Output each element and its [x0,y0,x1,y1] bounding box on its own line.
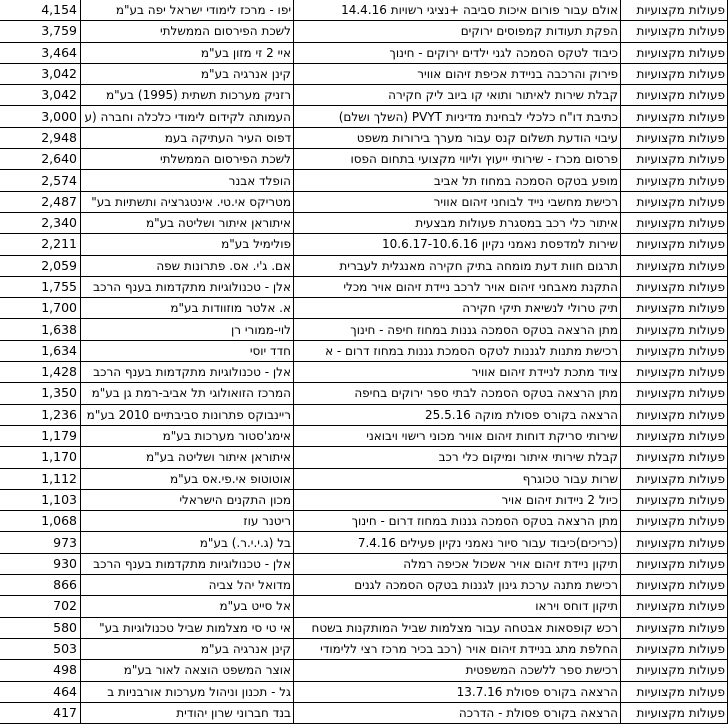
table-row [0,575,728,596]
amount-cell[interactable]: 3,000 [0,106,81,127]
table-row [0,149,728,170]
amount-cell[interactable]: 2,059 [0,255,81,276]
vendor-cell[interactable]: מטריקס אי.טי. אינטגרציה ותשתיות בע" [81,191,294,212]
amount-cell[interactable]: 2,211 [0,234,81,255]
vendor-cell[interactable]: דפוס העיר העתיקה בעמ [81,127,294,148]
description-cell[interactable]: עיבוי הודעת תשלום קנס עבור מערך בירורות משפט [294,127,621,148]
vendor-cell[interactable]: העמותה לקידום לימודי כלכלה וחברה (ע [81,106,294,127]
category-cell[interactable]: פעולות מקצועיות [621,298,728,319]
category-cell[interactable]: פעולות מקצועיות [621,319,728,340]
vendor-cell[interactable]: אלן - טכנולוגיות מתקדמות בענף הרכב [81,553,294,574]
description-cell[interactable]: מתן הרצאה בטקס הסמכה גננות במחוז חיפה - חינוך [294,319,621,340]
description-cell[interactable]: קבלת שירות לאיתור ותואי קו ביוב ליק חקירה [294,85,621,106]
amount-cell[interactable]: 1,068 [0,511,81,532]
table-row [0,404,728,425]
vendor-cell[interactable]: מכון התקנים הישראלי [81,489,294,510]
table-row [0,191,728,212]
vendor-cell[interactable]: רזניק מערכות תשתית (1995) בע"מ [81,85,294,106]
category-cell[interactable]: פעולות מקצועיות [621,170,728,191]
table-row [0,660,728,681]
table-row [0,617,728,638]
category-cell[interactable]: פעולות מקצועיות [621,362,728,383]
category-cell[interactable]: פעולות מקצועיות [621,149,728,170]
table-row [0,170,728,191]
table-row [0,596,728,617]
table-row [0,425,728,446]
category-cell[interactable]: פעולות מקצועיות [621,0,728,21]
category-cell[interactable]: פעולות מקצועיות [621,681,728,702]
amount-cell[interactable]: 930 [0,553,81,574]
vendor-cell[interactable]: אוצר המשפט הוצאה לאור בע"מ [81,660,294,681]
vendor-cell[interactable]: ריטנר עוז [81,511,294,532]
table-row [0,0,728,21]
description-cell[interactable]: שירותי סריקת דוחות זיהום אוויר מכוני רישוי ויבואני [294,425,621,446]
category-cell[interactable]: פעולות מקצועיות [621,425,728,446]
amount-cell[interactable]: 866 [0,575,81,596]
category-cell[interactable]: פעולות מקצועיות [621,42,728,63]
vendor-cell[interactable]: א. אלטר מוזוודות בע"מ [81,298,294,319]
table-row [0,702,728,723]
vendor-cell[interactable]: אלן - טכנולוגיות מתקדמות בענף הרכב [81,362,294,383]
description-cell[interactable]: מתן הרצאה בטקס הסמכה לבתי ספר ירוקים בחיפה [294,383,621,404]
category-cell[interactable]: פעולות מקצועיות [621,638,728,659]
category-cell[interactable]: פעולות מקצועיות [621,617,728,638]
vendor-cell[interactable]: קינן אנרגיה בע"מ [81,63,294,84]
vendor-cell[interactable]: קינן אנרגיה בע"מ [81,638,294,659]
amount-cell[interactable]: 702 [0,596,81,617]
table-row [0,212,728,233]
vendor-cell[interactable]: לוי-ממורי רן [81,319,294,340]
description-cell[interactable]: התקנת מאבחני זיהום אויר לרכב ניידת זיהום אויר מכלי [294,276,621,297]
amount-cell[interactable]: 3,464 [0,42,81,63]
table-row [0,127,728,148]
vendor-cell[interactable]: המרכז הזואולוגי תל אביב-רמת גן בע"מ [81,383,294,404]
vendor-cell[interactable]: הופלד אבנר [81,170,294,191]
category-cell[interactable]: פעולות מקצועיות [621,447,728,468]
amount-cell[interactable]: 1,170 [0,447,81,468]
category-cell[interactable]: פעולות מקצועיות [621,511,728,532]
vendor-cell[interactable]: איתוראן איתור ושליטה בע"מ [81,212,294,233]
table-row [0,383,728,404]
amount-cell[interactable]: 1,112 [0,468,81,489]
amount-cell[interactable]: 2,340 [0,212,81,233]
table-row [0,276,728,297]
description-cell[interactable]: תיק טרולי לנשיאת תיקי חקירה [294,298,621,319]
category-cell[interactable]: פעולות מקצועיות [621,660,728,681]
category-cell[interactable]: פעולות מקצועיות [621,532,728,553]
vendor-cell[interactable]: יפו - מרכז לימודי ישראל יפה בע"מ [81,0,294,21]
amount-cell[interactable]: 580 [0,617,81,638]
table-row [0,42,728,63]
category-cell[interactable]: פעולות מקצועיות [621,575,728,596]
description-cell[interactable]: פרסום מכרז - שירותי ייעוץ וליווי מקצועי בתחום הפסו [294,149,621,170]
table-row [0,106,728,127]
category-cell[interactable]: פעולות מקצועיות [621,468,728,489]
category-cell[interactable]: פעולות מקצועיות [621,85,728,106]
table-row [0,298,728,319]
table-row [0,489,728,510]
description-cell[interactable]: כיול 2 ניידות זיהום אויר [294,489,621,510]
vendor-cell[interactable]: לשכת הפירסום הממשלתי [81,21,294,42]
amount-cell[interactable]: 498 [0,660,81,681]
category-cell[interactable]: פעולות מקצועיות [621,212,728,233]
table-row [0,532,728,553]
vendor-cell[interactable]: מדואל יהל צביה [81,575,294,596]
amount-cell[interactable]: 1,700 [0,298,81,319]
amount-cell[interactable]: 3,042 [0,85,81,106]
description-cell[interactable]: קבלת שירותי איתור ומיקום כלי רכב [294,447,621,468]
description-cell[interactable]: מתן הרצאה בטקס הסמכה גננות במחוז דרום - חינוך [294,511,621,532]
category-cell[interactable]: פעולות מקצועיות [621,596,728,617]
vendor-cell[interactable]: אימג'סטור מערכות בע"מ [81,425,294,446]
vendor-cell[interactable]: פולימיל בע"מ [81,234,294,255]
description-cell[interactable]: שרות עבור טכוגרף [294,468,621,489]
description-cell[interactable]: כתיבת דו"ח כלכלי לבחינת מדיניות PVYT (השלך ושלם) [294,106,621,127]
table-row [0,319,728,340]
table-row [0,638,728,659]
description-cell[interactable]: הרצאה בקורס פסולת מוקה 25.5.16 [294,404,621,425]
amount-cell[interactable]: 4,154 [0,0,81,21]
category-cell[interactable]: פעולות מקצועיות [621,234,728,255]
amount-cell[interactable]: 1,350 [0,383,81,404]
vendor-cell[interactable]: חדד יוסי [81,340,294,361]
vendor-cell[interactable]: איתוראן איתור ושליטה בע"מ [81,447,294,468]
table-row [0,681,728,702]
description-cell[interactable]: החלפת מתג בניידת זיהום אויר (רכב בכיר מרכז רצי ללימודי [294,638,621,659]
table-row [0,234,728,255]
amount-cell[interactable]: 3,042 [0,63,81,84]
amount-cell[interactable]: 2,487 [0,191,81,212]
description-cell[interactable]: כיבוד לטקס הסמכה לגני ילדים ירוקים - חינוך [294,42,621,63]
table-row [0,63,728,84]
description-cell[interactable]: הפקת תעודות קמפוסים ירוקים [294,21,621,42]
amount-cell[interactable]: 1,236 [0,404,81,425]
vendor-cell[interactable]: איי 2 זי מזון בע"מ [81,42,294,63]
vendor-cell[interactable]: אי טי סי מצלמות שביל טכנולוגיות בע" [81,617,294,638]
category-cell[interactable]: פעולות מקצועיות [621,127,728,148]
description-cell[interactable]: פירוק והרכבה בניידת אכיפת זיהום אוויר [294,63,621,84]
amount-cell[interactable]: 417 [0,702,81,723]
description-cell[interactable]: הרצאה בקורס פסולת - הדרכה [294,702,621,723]
description-cell[interactable]: איתור כלי רכב במסגרת פעולות מבצעית [294,212,621,233]
category-cell[interactable]: פעולות מקצועיות [621,553,728,574]
amount-cell[interactable]: 2,574 [0,170,81,191]
category-cell[interactable]: פעולות מקצועיות [621,276,728,297]
amount-cell[interactable]: 464 [0,681,81,702]
amount-cell[interactable]: 503 [0,638,81,659]
table-row [0,85,728,106]
category-cell[interactable]: פעולות מקצועיות [621,63,728,84]
amount-cell[interactable]: 1,179 [0,425,81,446]
table-row [0,340,728,361]
table-row [0,511,728,532]
category-cell[interactable]: פעולות מקצועיות [621,340,728,361]
table-row [0,447,728,468]
category-cell[interactable]: פעולות מקצועיות [621,702,728,723]
category-cell[interactable]: פעולות מקצועיות [621,489,728,510]
table-row [0,553,728,574]
description-cell[interactable]: רכישת מתנה ערכת גינון לגננות בטקס הסמכה לגנים [294,575,621,596]
amount-cell[interactable]: 973 [0,532,81,553]
vendor-cell[interactable]: לשכת הפירסום הממשלתי [81,149,294,170]
description-cell[interactable]: רכישת מתנות לגננות לטקס הסמכת גננות במחוז דרום - א [294,340,621,361]
amount-cell[interactable]: 1,755 [0,276,81,297]
table-row [0,21,728,42]
category-cell[interactable]: פעולות מקצועיות [621,21,728,42]
vendor-cell[interactable]: אלן - טכנולוגיות מתקדמות בענף הרכב [81,276,294,297]
amount-cell[interactable]: 2,948 [0,127,81,148]
description-cell[interactable]: ציוד מתכת לניידת זיהום אוויר [294,362,621,383]
description-cell[interactable]: תיקון דוחס ויראו [294,596,621,617]
category-cell[interactable]: פעולות מקצועיות [621,106,728,127]
vendor-cell[interactable]: גל - תכנון וניהול מערכות אורבניות ב [81,681,294,702]
description-cell[interactable]: רכישת ספר ללשכה המשפטית [294,660,621,681]
vendor-cell[interactable]: ריינבוקס פתרונות סביבתיים 2010 בע"מ [81,404,294,425]
category-cell[interactable]: פעולות מקצועיות [621,191,728,212]
description-cell[interactable]: תרגום חוות דעת מומחה בתיק חקירה מאנגלית לעברית [294,255,621,276]
vendor-cell[interactable]: אל סייט בע"מ [81,596,294,617]
category-cell[interactable]: פעולות מקצועיות [621,404,728,425]
description-cell[interactable]: אולם עבור פורום איכות סביבה +נציגי רשויות 14.4.16 [294,0,621,21]
amount-cell[interactable]: 1,428 [0,362,81,383]
vendor-cell[interactable]: אם. ג'י. אס. פתרונות שפה [81,255,294,276]
table-row [0,255,728,276]
description-cell[interactable]: מופע בטקס הסמכה במחוז תל אביב [294,170,621,191]
description-cell[interactable]: תיקון ניידת זיהום אויר אשכול אכיפה רמלה [294,553,621,574]
description-cell[interactable]: רכישת מחשבי נייד לבוחני זיהום אוויר [294,191,621,212]
vendor-cell[interactable]: אוטוטופ אי.פי.אס בע"מ [81,468,294,489]
table-row [0,362,728,383]
vendor-cell[interactable]: בל (ג.י.י.ר.) בע"מ [81,532,294,553]
vendor-cell[interactable]: בנד חברוני שרון יהודית [81,702,294,723]
description-cell[interactable]: הרצאה בקורס פסולת 13.7.16 [294,681,621,702]
category-cell[interactable]: פעולות מקצועיות [621,383,728,404]
description-cell[interactable]: רכש קופסאות אבטחה עבור מצלמות שביל המותקנות בשטח [294,617,621,638]
category-cell[interactable]: פעולות מקצועיות [621,255,728,276]
description-cell[interactable]: שירות למדפסת נאמני נקיון 10.6.17-10.6.16 [294,234,621,255]
description-cell[interactable]: (כריכים)כיבוד עבור סיור נאמני נקיון פעילים 7.4.16 [294,532,621,553]
amount-cell[interactable]: 3,759 [0,21,81,42]
amount-cell[interactable]: 1,634 [0,340,81,361]
amount-cell[interactable]: 1,103 [0,489,81,510]
table-row [0,468,728,489]
amount-cell[interactable]: 2,640 [0,149,81,170]
amount-cell[interactable]: 1,638 [0,319,81,340]
